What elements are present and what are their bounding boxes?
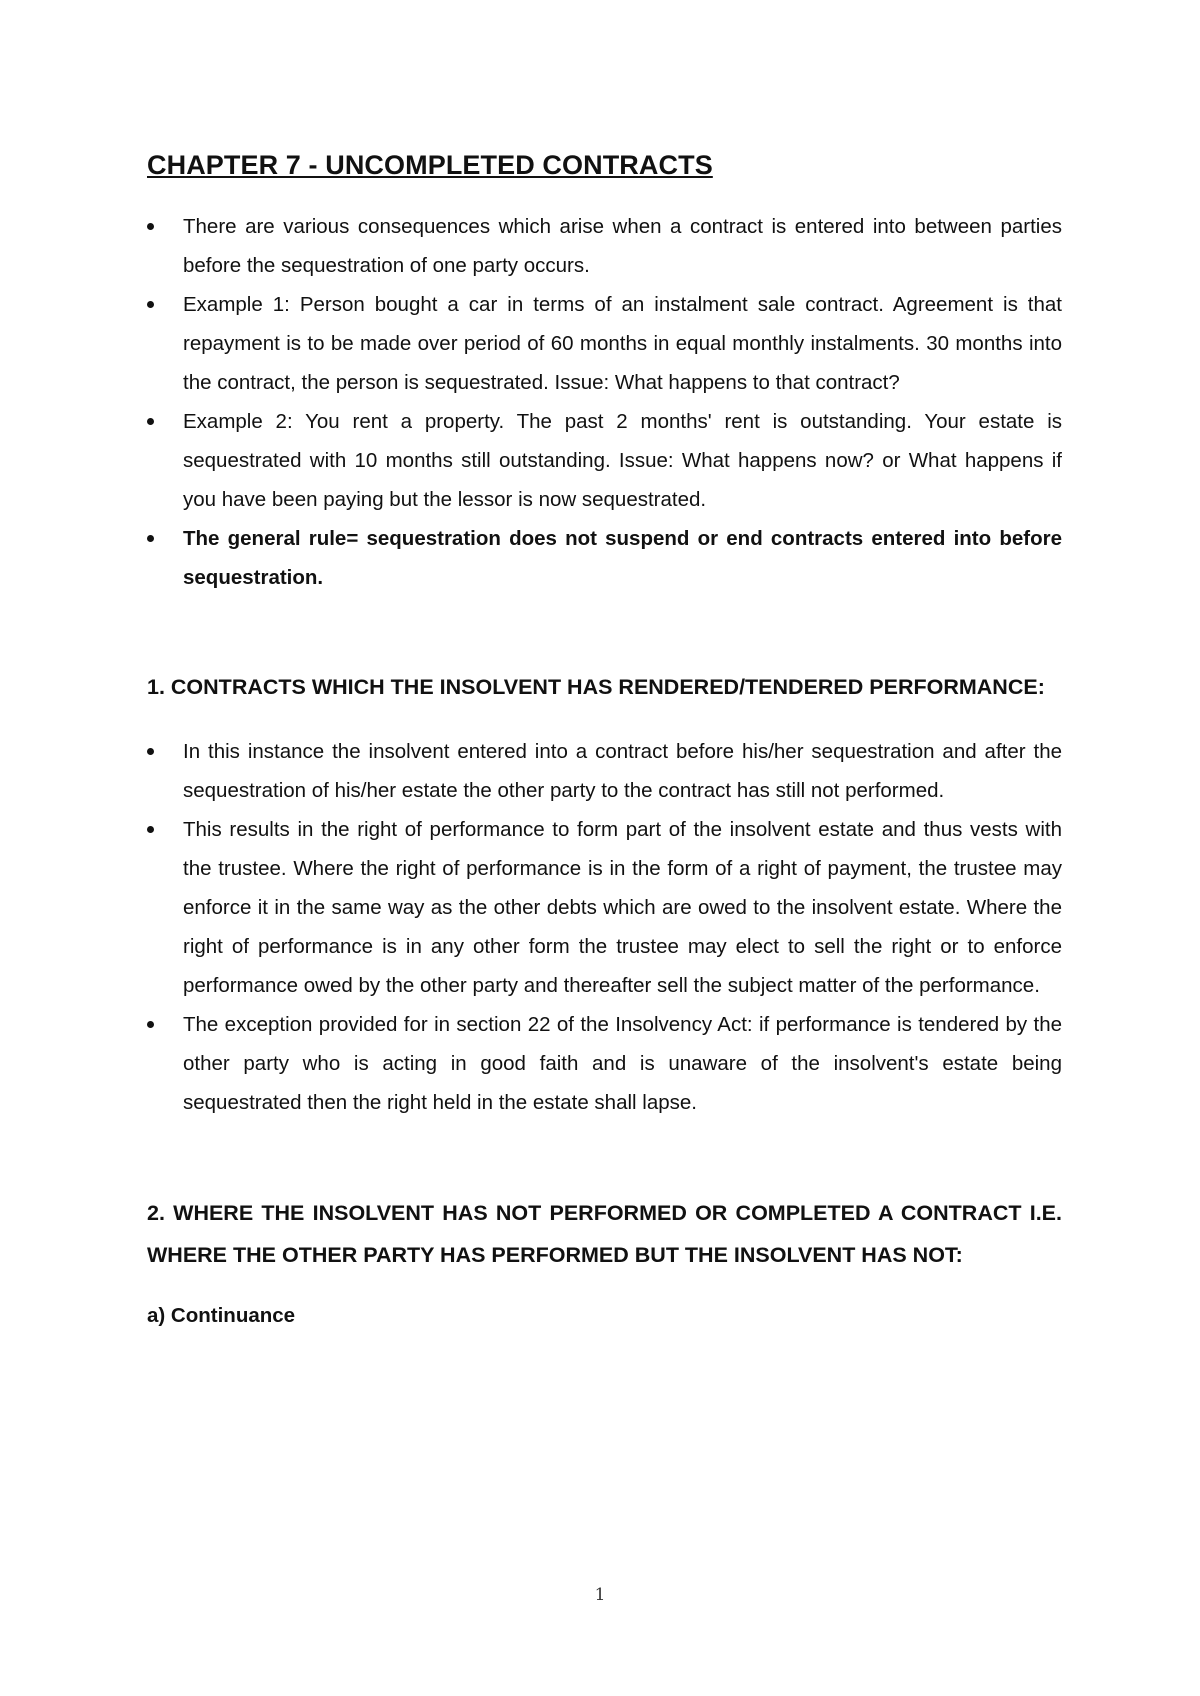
- general-rule-bullet: The general rule= sequestration does not suspend or end contracts entered into before sequestration.: [147, 519, 1062, 597]
- chapter-title: CHAPTER 7 - UNCOMPLETED CONTRACTS: [147, 150, 713, 180]
- bullet-item: Example 1: Person bought a car in terms of an instalment sale contract. Agreement is that repayment is to be made over period of 60 months in equal monthly instalments. 30 months into the contract, the person is sequestrated. Issue: What happens to that contract?: [147, 285, 1062, 402]
- bullet-item: In this instance the insolvent entered into a contract before his/her sequestration and after the sequestration of his/her estate the other party to the contract has still not performed.: [147, 732, 1062, 810]
- intro-bullet-list: [147, 207, 1062, 597]
- page-number: 1: [594, 1585, 606, 1605]
- bullet-item: The exception provided for in section 22 of the Insolvency Act: if performance is tendered by the other party who is acting in good faith and is unaware of the insolvent's estate being sequestrated then the right held in the estate shall lapse.: [147, 1005, 1062, 1122]
- bullet-item: This results in the right of performance to form part of the insolvent estate and thus vests with the trustee. Where the right of performance is in the form of a right of payment, the trustee may enforce it in the same way as the other debts which are owed to the insolvent estate. Where the right of performance is in any other form the trustee may elect to sell the right or to enforce performance owed by the other party and thereafter sell the subject matter of the performance.: [147, 810, 1062, 1005]
- section-2-heading: 2. WHERE THE INSOLVENT HAS NOT PERFORMED OR COMPLETED A CONTRACT I.E. WHERE THE OTHER PARTY HAS PERFORMED BUT THE INSOLVENT HAS NOT:: [147, 1201, 1062, 1267]
- section-1-heading: 1. CONTRACTS WHICH THE INSOLVENT HAS RENDERED/TENDERED PERFORMANCE:: [147, 675, 1045, 699]
- bullet-item: Example 2: You rent a property. The past 2 months' rent is outstanding. Your estate is sequestrated with 10 months still outstanding. Issue: What happens now? or What happens if you have been paying but the lessor is now sequestrated.: [147, 402, 1062, 519]
- page-content: [147, 146, 1062, 1332]
- bullet-item: There are various consequences which arise when a contract is entered into between parties before the sequestration of one party occurs.: [147, 207, 1062, 285]
- section-1-bullet-list: [147, 732, 1062, 1122]
- subheading-continuance: a) Continuance: [147, 1304, 296, 1327]
